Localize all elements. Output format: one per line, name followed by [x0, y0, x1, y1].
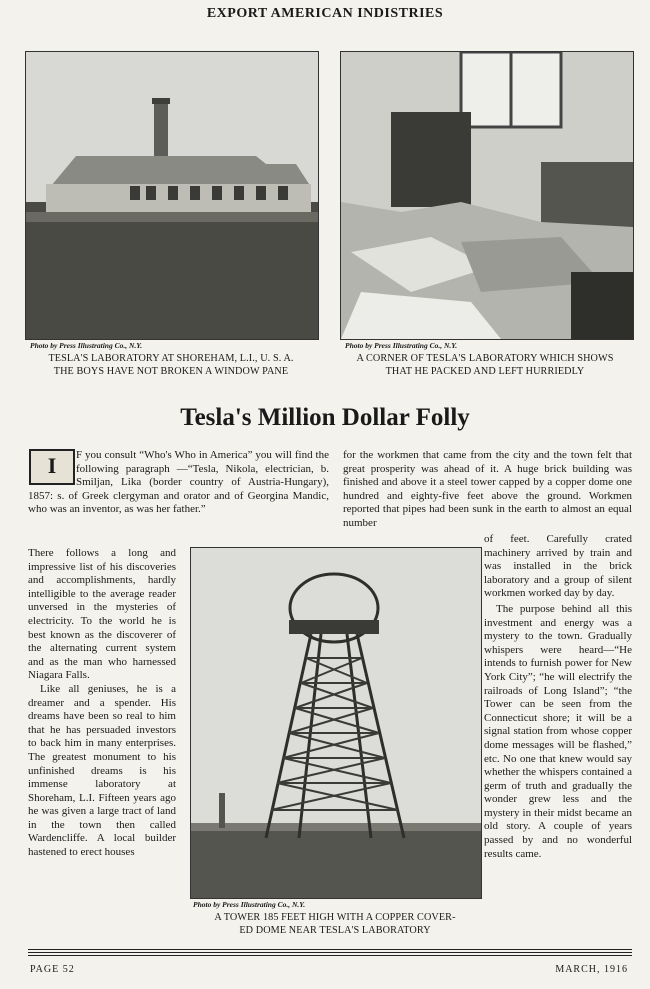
drop-cap-initial: I	[29, 449, 75, 485]
article-text-right-top	[343, 449, 632, 531]
tower-caption-line2: ED DOME NEAR TESLA'S LABORATORY	[239, 925, 431, 936]
footer-rule-1	[28, 949, 632, 950]
article-paragraph-4: of feet. Carefully crated machinery arrived by train and was installed in the brick laboratory and a group of silent workmen worked day by day.	[484, 533, 632, 600]
laboratory-illustration	[26, 52, 318, 339]
article-title: Tesla's Million Dollar Folly	[180, 404, 470, 431]
issue-date: MARCH, 1916	[555, 964, 628, 975]
drop-cap-spacer	[28, 449, 76, 489]
tower-photo	[190, 547, 482, 899]
corner-illustration	[341, 52, 633, 339]
footer-rule-3	[28, 955, 632, 956]
article-text-left	[28, 547, 176, 860]
corner-caption-line1: A CORNER OF TESLA'S LABORATORY WHICH SHOWS	[356, 353, 614, 364]
corner-caption-line2: THAT HE PACKED AND LEFT HURRIEDLY	[385, 366, 585, 377]
tower-caption-line1: A TOWER 185 FEET HIGH WITH A COPPER COVER-	[214, 912, 456, 923]
tower-photo-credit: Photo by Press Illustrating Co., N.Y.	[193, 900, 306, 909]
article-text-left-top	[28, 449, 329, 547]
footer-rule-2	[28, 952, 632, 953]
article-intro-paragraph: F you consult “Who's Who in America” you will find the following paragraph —“Tesla, Nikola, electrician, b. Smiljan, Lika (border country of Austria-Hungary), 1857: s. of Greek clergyman and orator and of Georgina Mandic, who was an inventor, as was her father.”	[28, 449, 329, 516]
laboratory-caption-line1: TESLA'S LABORATORY AT SHOREHAM, L.I., U. S. A.	[48, 353, 294, 364]
article-paragraph-2: Like all geniuses, he is a dreamer and a spender. His dreams have been so real to him that he has persuaded investors to back him in many enterprises. The greatest monument to his unfinished dreams is his immense laboratory at Shoreham, L.I. Fifteen years ago he was given a large tract of land in the town then called Wardencliffe. A local builder hastened to erect houses	[28, 682, 176, 859]
corner-photo-credit: Photo by Press Illustrating Co., N.Y.	[345, 341, 458, 350]
laboratory-photo	[25, 51, 319, 340]
article-paragraph-3: for the workmen that came from the city and the town felt that great prosperity was ahead of it. A huge brick building was finished and above it a steel tower capped by a copper dome one hundred and eighty-five feet above the ground. Workmen reported that pipes had been sunk in the earth to almost an equal number	[343, 449, 632, 529]
laboratory-corner-photo	[340, 51, 634, 340]
page-number: PAGE 52	[30, 964, 75, 975]
tower-illustration	[191, 548, 481, 898]
laboratory-caption-line2: THE BOYS HAVE NOT BROKEN A WINDOW PANE	[53, 366, 289, 377]
laboratory-photo-credit: Photo by Press Illustrating Co., N.Y.	[30, 341, 143, 350]
magazine-header: EXPORT AMERICAN INDISTRIES	[206, 6, 444, 21]
article-text-right	[484, 533, 632, 861]
article-paragraph-1: There follows a long and impressive list of his discoveries and accomplishments, hardly intelligible to the average reader unversed in the mysteries of electricity. To the world he is best known as the discoverer of the alternating current system and as the man who harnessed Niagara Falls.	[28, 547, 176, 682]
article-paragraph-5: The purpose behind all this investment and energy was a mystery to the town. Gradually whispers were heard—“He intends to furnish power for New York City”; “he will electrify the railroads of Long Island”; “the Tower can be seen from the Connecticut shore; it will be a signal station from whose copper dome messages will be flashed,” etc. No one that knew would say whether the whispers contained a germ of truth and gradually the wonder grew less and the mystery in their midst became an old story. A couple of years passed by and no wonderful results came.	[484, 602, 632, 860]
